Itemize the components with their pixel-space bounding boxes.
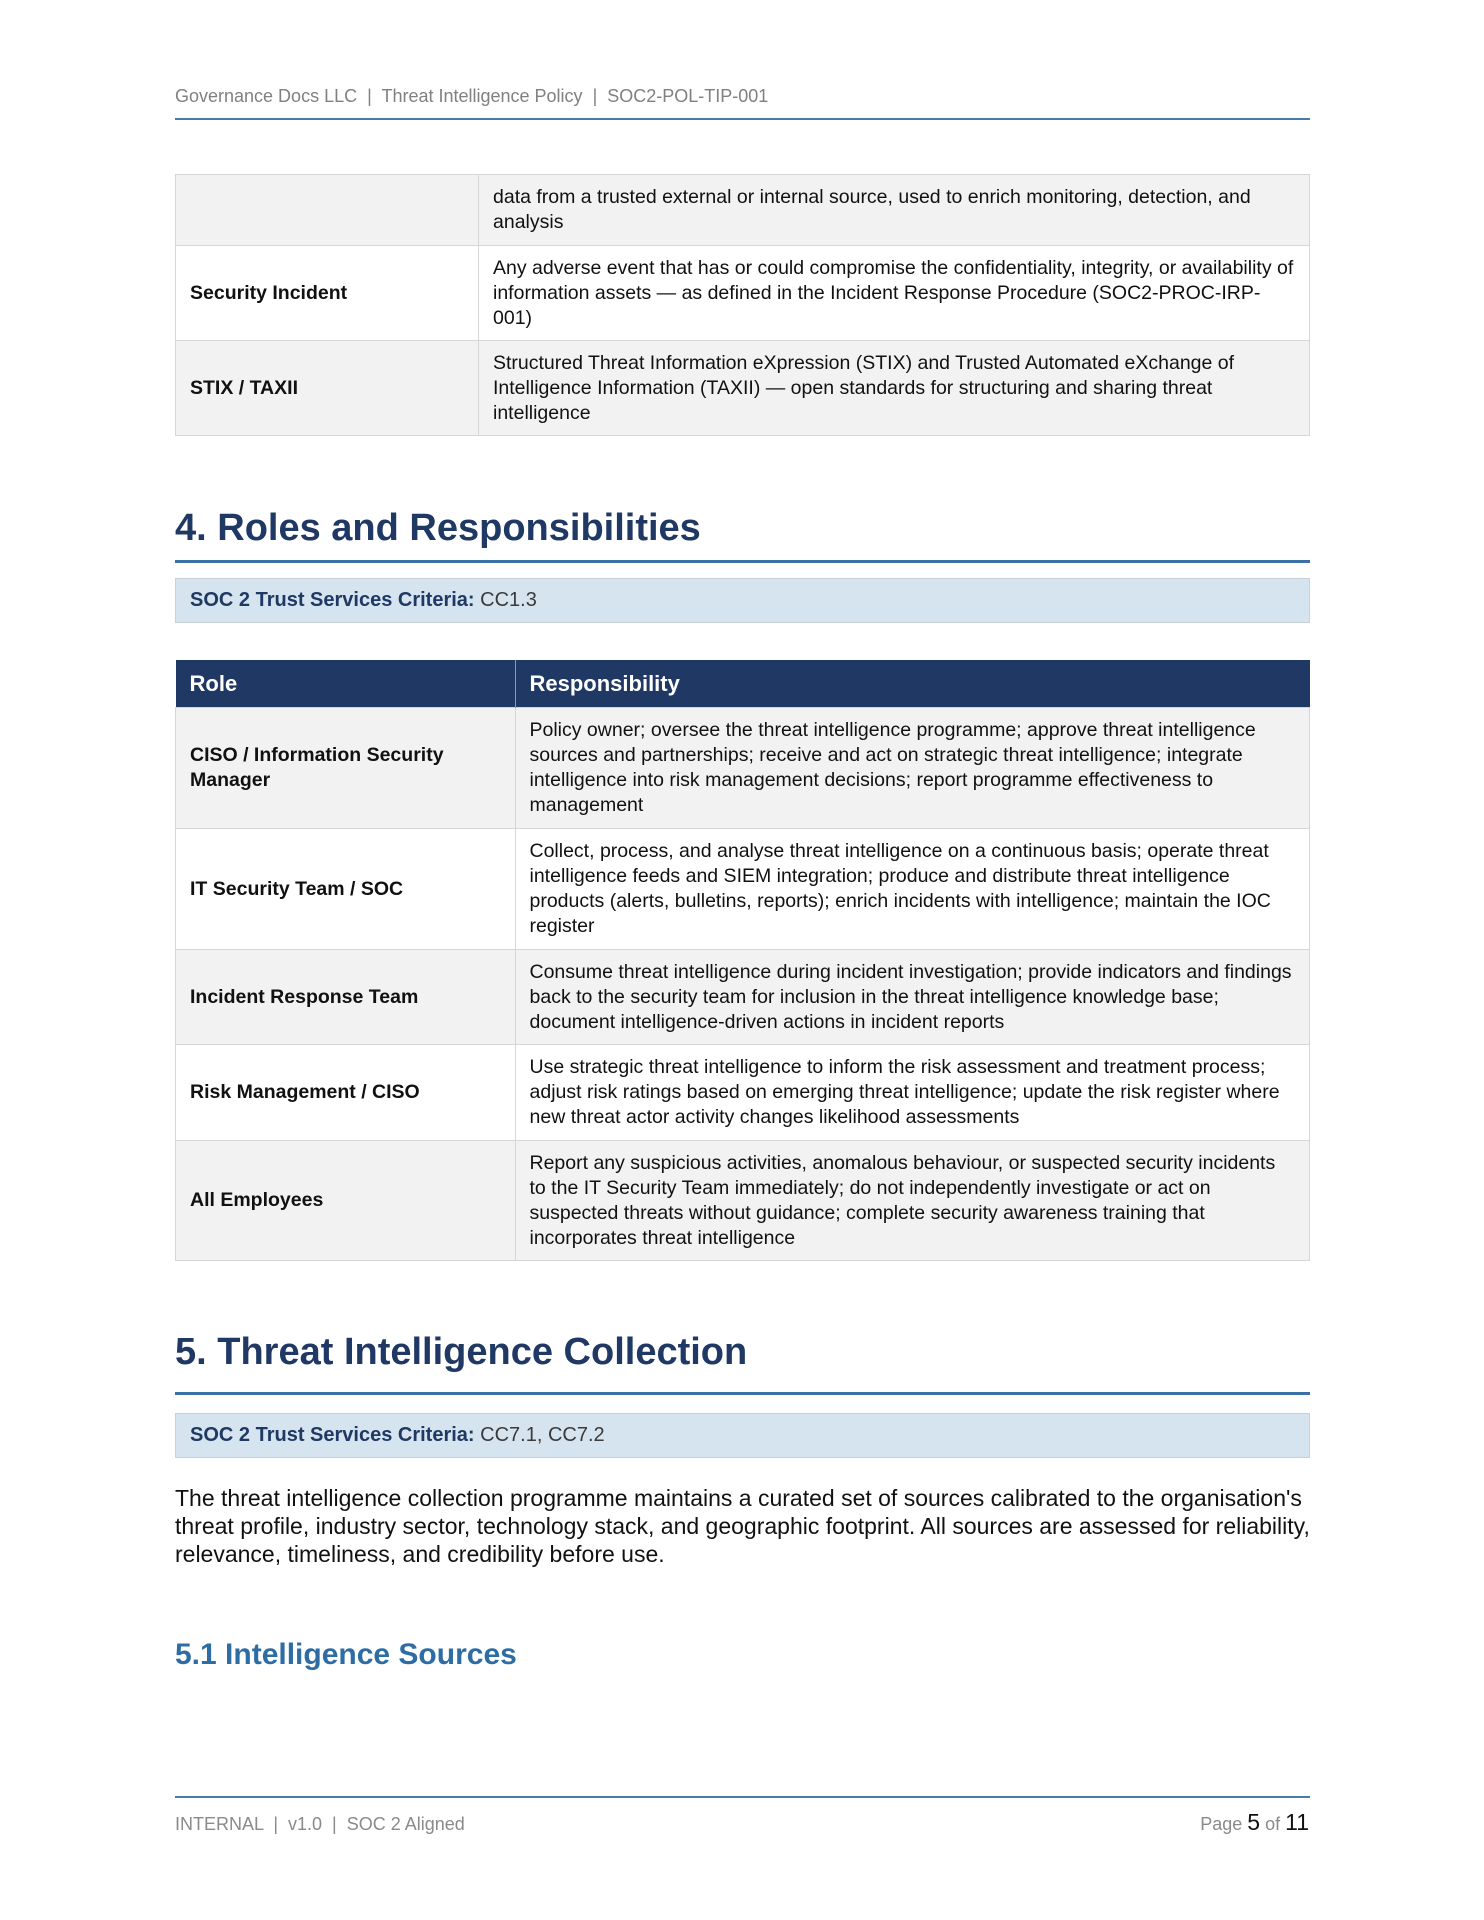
header-divider <box>175 118 1310 120</box>
table-row <box>176 175 1310 246</box>
criteria-value: CC1.3 <box>480 589 537 611</box>
responsibility-cell: Consume threat intelligence during incident investigation; provide indicators and findings back to the security team for inclusion in the threat intelligence knowledge base; document intelligence-driven actions in incident reports <box>515 950 1310 1045</box>
column-header-role: Role <box>176 660 516 708</box>
section-4-divider <box>175 560 1310 563</box>
definition-text: data from a trusted external or internal source, used to enrich monitoring, detection, and analysis <box>479 175 1310 246</box>
responsibility-cell: Use strategic threat intelligence to inform the risk assessment and treatment process; adjust risk ratings based on emerging threat intelligence; update the risk register where new threat actor activity changes likelihood assessments <box>515 1045 1310 1141</box>
definition-term <box>176 175 479 246</box>
role-cell: IT Security Team / SOC <box>176 829 516 950</box>
section-5-divider <box>175 1392 1310 1395</box>
header-company: Governance Docs LLC <box>175 86 358 106</box>
column-header-responsibility: Responsibility <box>515 660 1310 708</box>
definition-text: Any adverse event that has or could compromise the confidentiality, integrity, or availability of information assets — as defined in the Incident Response Procedure (SOC2-PROC-IRP-001) <box>479 246 1310 341</box>
header-document-id: SOC2-POL-TIP-001 <box>607 86 769 106</box>
definition-term: STIX / TAXII <box>176 341 479 436</box>
header-document-title: Threat Intelligence Policy <box>381 86 583 106</box>
criteria-label: SOC 2 Trust Services Criteria: <box>190 589 475 611</box>
role-cell: Incident Response Team <box>176 950 516 1045</box>
definitions-table <box>175 174 1310 436</box>
table-row <box>176 829 1310 950</box>
definition-text: Structured Threat Information eXpression (STIX) and Trusted Automated eXchange of Intelligence Information (TAXII) — open standards for structuring and sharing threat intelligence <box>479 341 1310 436</box>
section-4-heading: 4. Roles and Responsibilities <box>175 507 701 549</box>
table-row <box>176 246 1310 341</box>
total-pages: 11 <box>1285 1809 1309 1835</box>
section-4-criteria-box <box>175 578 1310 623</box>
responsibility-cell: Report any suspicious activities, anomalous behaviour, or suspected security incidents to the IT Security Team immediately; do not independently investigate or act on suspected threats without guidance; complete security awareness training that incorporates threat intelligence <box>515 1141 1310 1261</box>
section-5-criteria-box <box>175 1413 1310 1458</box>
table-header-row <box>176 660 1310 708</box>
table-row <box>176 708 1310 829</box>
definition-term: Security Incident <box>176 246 479 341</box>
criteria-label: SOC 2 Trust Services Criteria: <box>190 1424 475 1446</box>
table-row <box>176 1141 1310 1261</box>
role-cell: All Employees <box>176 1141 516 1261</box>
table-row <box>176 341 1310 436</box>
criteria-value: CC7.1, CC7.2 <box>480 1424 605 1446</box>
section-5-heading: 5. Threat Intelligence Collection <box>175 1331 748 1373</box>
role-cell: Risk Management / CISO <box>176 1045 516 1141</box>
current-page: 5 <box>1247 1809 1261 1835</box>
table-row <box>176 950 1310 1045</box>
role-cell: CISO / Information Security Manager <box>176 708 516 829</box>
subsection-5-1-heading: 5.1 Intelligence Sources <box>175 1638 517 1671</box>
footer-divider <box>175 1796 1310 1798</box>
section-5-paragraph: The threat intelligence collection programme maintains a curated set of sources calibrated to the organisation's threat profile, industry sector, technology stack, and geographic footprint. All sources are assessed for reliability, relevance, timeliness, and credibility before use. <box>175 1485 1310 1567</box>
roles-table <box>175 660 1310 1261</box>
page-header: Governance Docs LLC | Threat Intelligence Policy | SOC2-POL-TIP-001 <box>175 86 769 106</box>
responsibility-cell: Collect, process, and analyse threat intelligence on a continuous basis; operate threat intelligence feeds and SIEM integration; produce and distribute threat intelligence products (alerts, bulletins, reports); enrich incidents with intelligence; maintain the IOC register <box>515 829 1310 950</box>
table-row <box>176 1045 1310 1141</box>
page-number: Page 5 of 11 <box>1200 1809 1309 1835</box>
responsibility-cell: Policy owner; oversee the threat intelligence programme; approve threat intelligence sources and partnerships; receive and act on strategic threat intelligence; integrate intelligence into risk management decisions; report programme effectiveness to management <box>515 708 1310 829</box>
footer-classification: INTERNAL | v1.0 | SOC 2 Aligned <box>175 1814 465 1834</box>
